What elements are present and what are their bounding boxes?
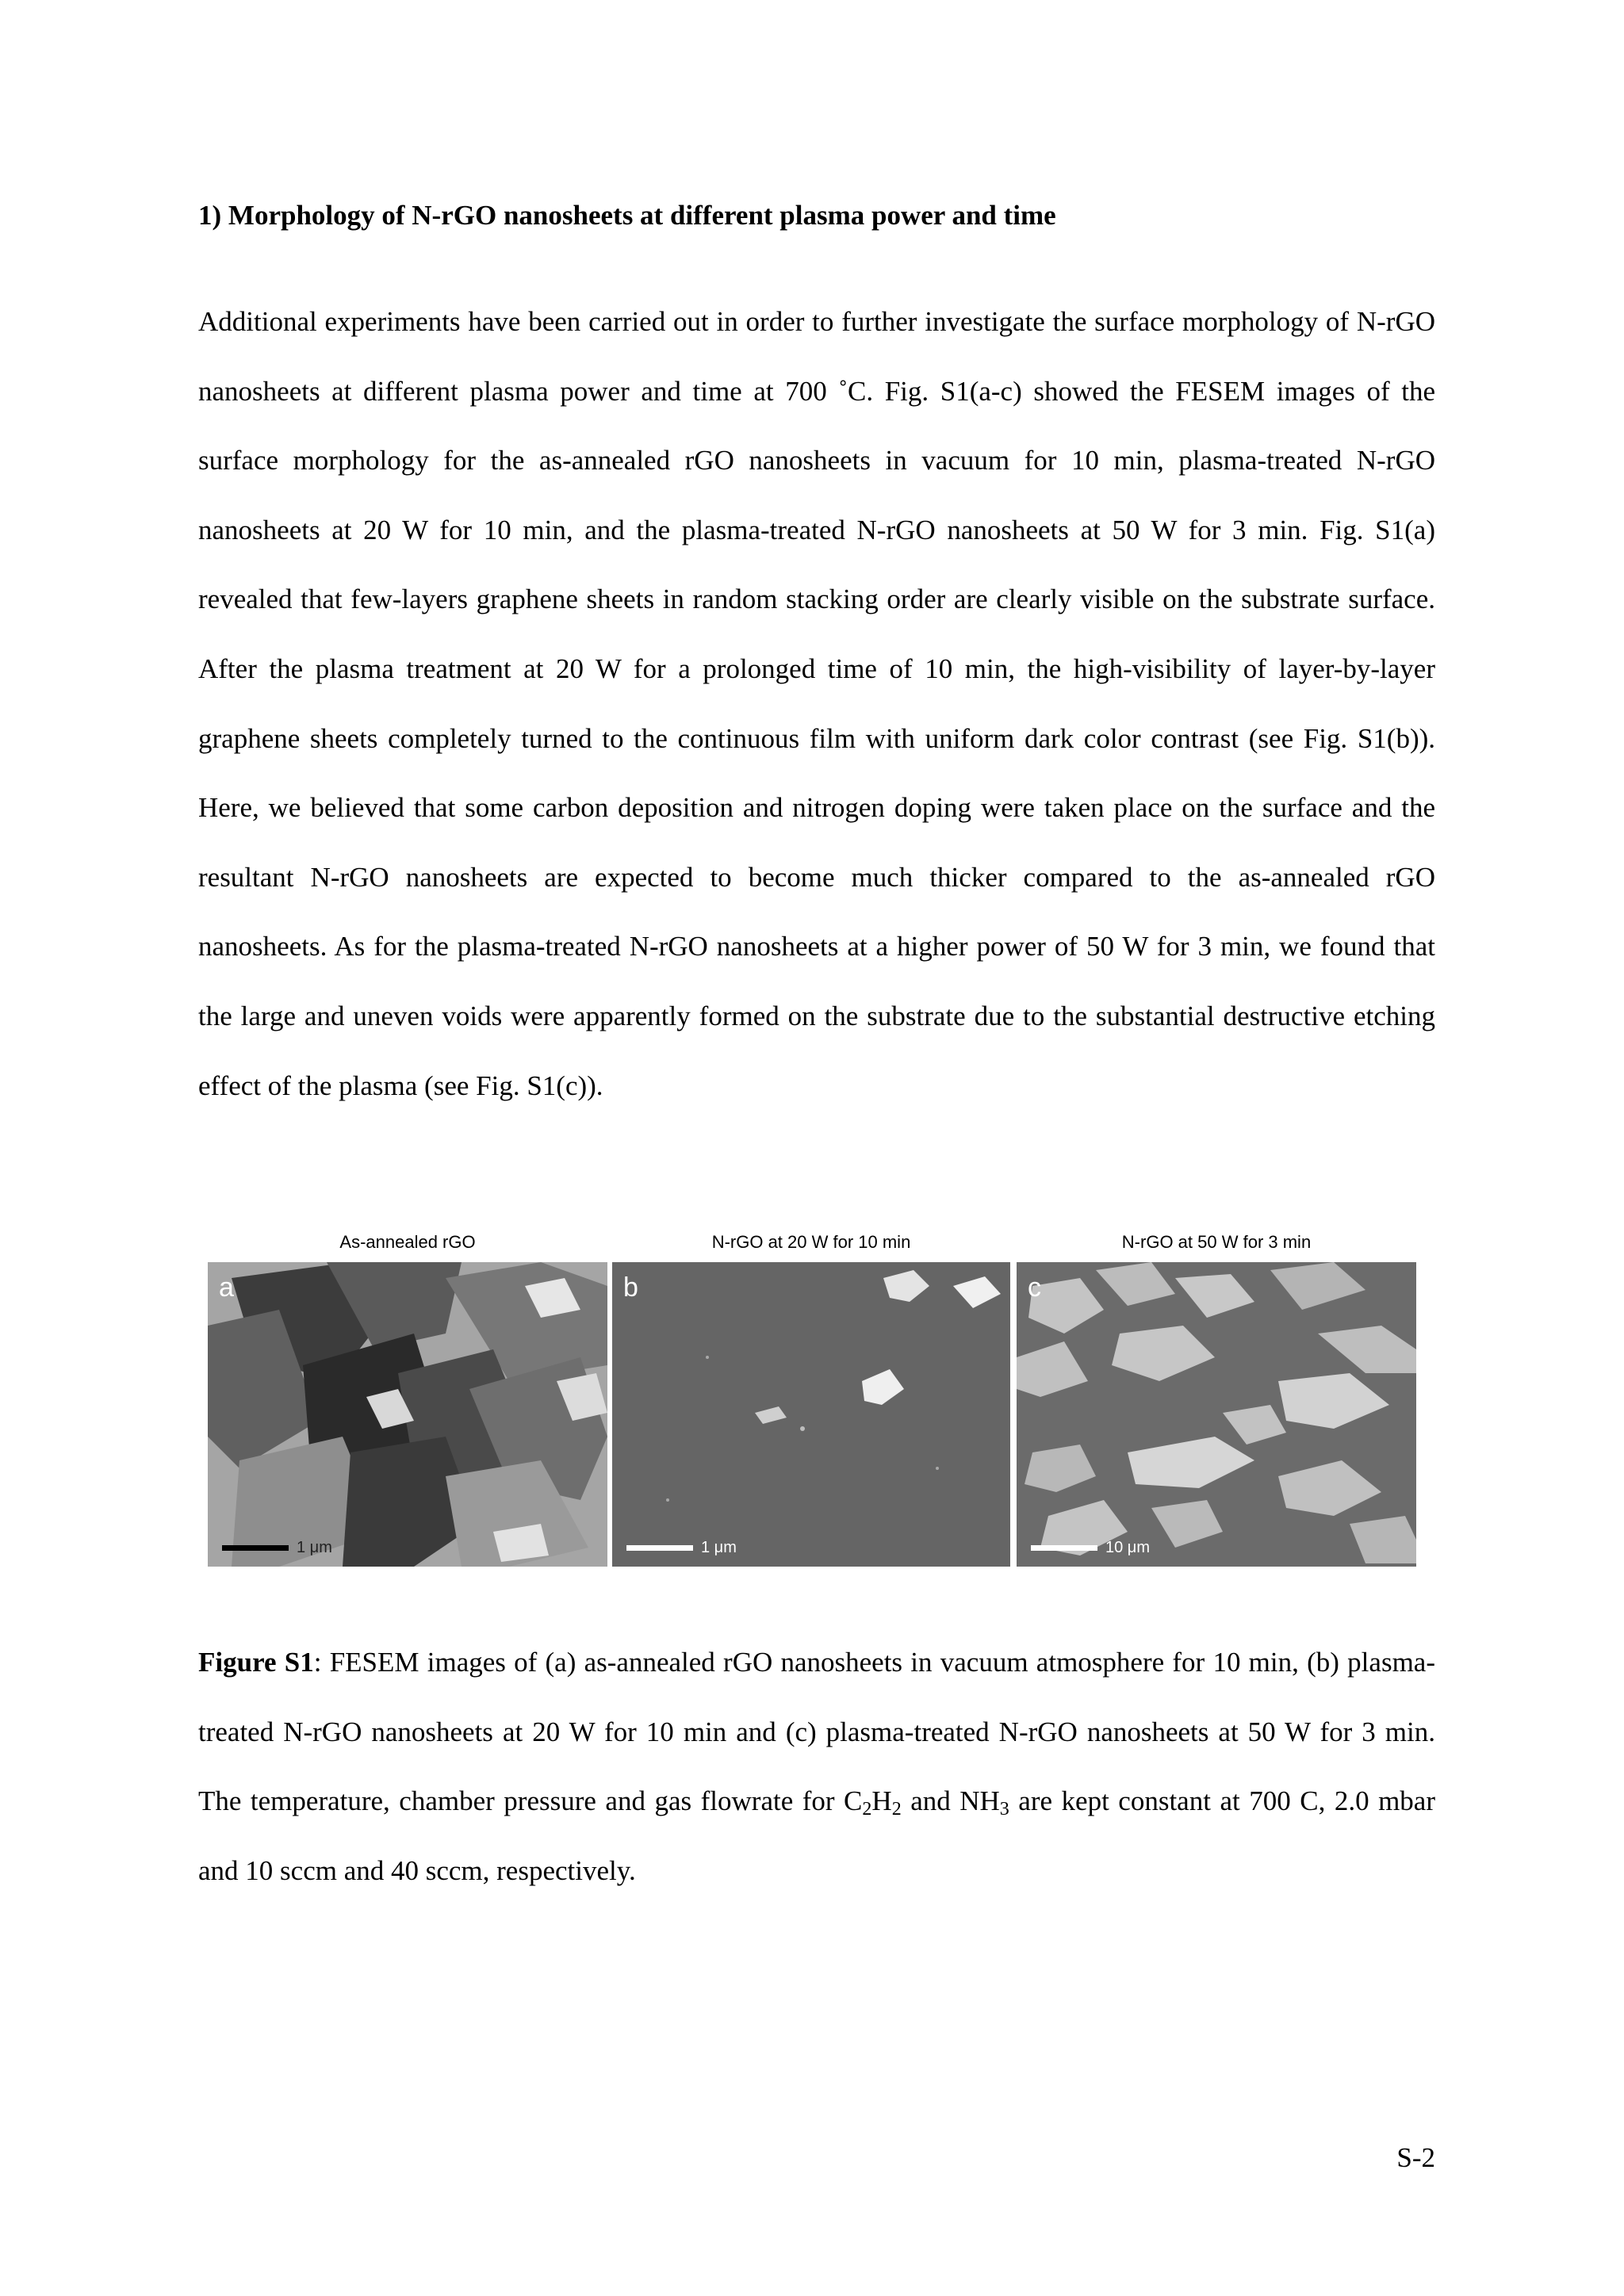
figure-caption-text-4: are kept constant at 700 C, 2.0 mbar and 10 sccm and 40 sccm, respectively.: [198, 1785, 1435, 1886]
panel-a-scalebar-line: [222, 1545, 289, 1551]
panel-c-scalebar: [1031, 1538, 1150, 1557]
figure-s1: [208, 1227, 1416, 1568]
section-heading: 1) Morphology of N-rGO nanosheets at different plasma power and time: [198, 200, 1056, 231]
panel-b-scalebar: [626, 1538, 737, 1557]
panel-b-scale-label: 1 μm: [701, 1538, 737, 1556]
panel-c-title: N-rGO at 50 W for 3 min: [1121, 1232, 1312, 1252]
figure-panel-a: [208, 1227, 607, 1568]
figure-caption-label: Figure S1: [198, 1647, 314, 1678]
panel-b-title: N-rGO at 20 W for 10 min: [711, 1232, 911, 1252]
figure-panel-b: [612, 1227, 1010, 1568]
page-number: S-2: [1396, 2142, 1435, 2173]
panel-a-scale-label: 1 μm: [297, 1538, 332, 1556]
figure-caption-text-3: and NH: [901, 1785, 1000, 1817]
panel-a-image: [208, 1262, 607, 1567]
panel-b-scalebar-line: [626, 1545, 693, 1551]
panel-c-scale-label: 10 μm: [1105, 1538, 1150, 1556]
sem-image-as-annealed-rgo: [208, 1262, 607, 1567]
sem-image-nrgo-50w: [1017, 1262, 1416, 1567]
panel-c-letter: c: [1028, 1272, 1041, 1303]
panel-a-scalebar: [222, 1538, 332, 1557]
figure-caption-sub-2: 2: [891, 1799, 902, 1820]
figure-caption: [198, 1628, 1435, 1905]
panel-b-image: [612, 1262, 1010, 1567]
body-paragraph: Additional experiments have been carried out in order to further investigate the surface morphology of N-rGO nanosheets at different plasma power and time at 700 ˚C. Fig. S1(a-c) showed the FESEM images of the surface morphology for the as-annealed rGO nanosheets in vacuum for 10 min, plasma-treated N-rGO nanosheets at 20 W for 10 min, and the plasma-treated N-rGO nanosheets at 50 W for 3 min. Fig. S1(a) revealed that few-layers graphene sheets in random stacking order are clearly visible on the substrate surface. After the plasma treatment at 20 W for a prolonged time of 10 min, the high-visibility of layer-by-layer graphene sheets completely turned to the continuous film with uniform dark color contrast (see Fig. S1(b)). Here, we believed that some carbon deposition and nitrogen doping were taken place on the surface and the resultant N-rGO nanosheets are expected to become much thicker compared to the as-annealed rGO nanosheets. As for the plasma-treated N-rGO nanosheets at a higher power of 50 W for 3 min, we found that the large and uneven voids were apparently formed on the substrate due to the substantial destructive etching effect of the plasma (see Fig. S1(c)).: [198, 306, 1435, 1101]
figure-caption-text-1: : FESEM images of (a) as-annealed rGO nanosheets in vacuum atmosphere for 10 min, (b) plasma-treated N-rGO nanosheets at 20 W for 10 min and (c) plasma-treated N-rGO nanosheets at 50 W for 3 min. The temperature, chamber pressure and gas flowrate for C: [198, 1647, 1435, 1817]
figure-caption-sub-1: 2: [862, 1799, 872, 1820]
panel-a-title: As-annealed rGO: [339, 1232, 476, 1252]
panel-c-image: [1017, 1262, 1416, 1567]
figure-caption-sub-3: 3: [999, 1799, 1009, 1820]
panel-c-scalebar-line: [1031, 1545, 1097, 1551]
panel-b-letter: b: [623, 1272, 638, 1303]
figure-panel-c: [1017, 1227, 1416, 1568]
panel-a-letter: a: [219, 1272, 234, 1303]
sem-image-nrgo-20w: [612, 1262, 1010, 1567]
figure-caption-text-2: H: [871, 1785, 892, 1817]
